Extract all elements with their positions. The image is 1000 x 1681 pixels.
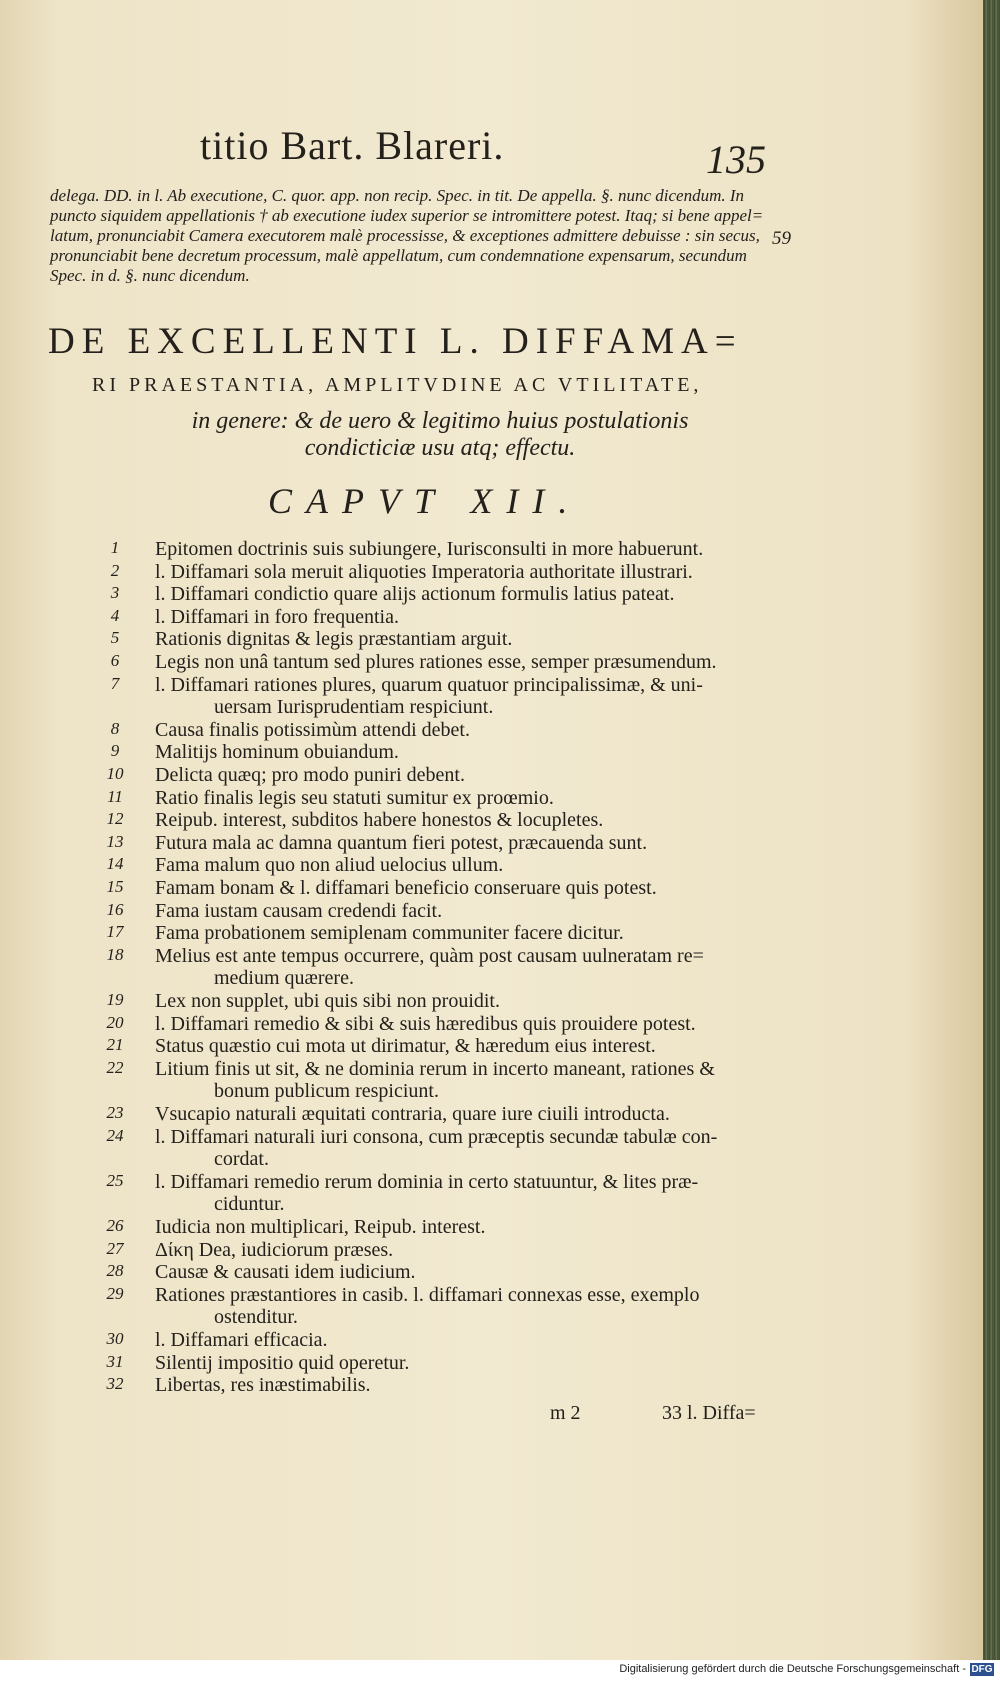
item-text: Iudicia non multiplicari, Reipub. interest. bbox=[155, 1216, 486, 1238]
folio-number: 135 bbox=[706, 137, 766, 182]
item-number: 28 bbox=[106, 1261, 124, 1281]
item-number: 31 bbox=[106, 1351, 124, 1371]
item-number: 1 bbox=[110, 538, 120, 557]
item-text: l. Diffamari efficacia. bbox=[155, 1329, 328, 1351]
item-number: 26 bbox=[106, 1216, 124, 1235]
item-text: Malitijs hominum obuiandum. bbox=[155, 741, 399, 764]
description-line: in genere: & de uero & legitimo huius postulationis bbox=[191, 408, 689, 434]
item-number: 15 bbox=[106, 877, 124, 896]
item-number: 25 bbox=[106, 1170, 124, 1190]
item-continuation: medium quærere. bbox=[214, 967, 354, 990]
description-line: condicticiæ usu atq; effectu. bbox=[304, 435, 576, 461]
item-number: 9 bbox=[110, 741, 120, 761]
item-text: Epitomen doctrinis suis subiungere, Iurisconsulti in more habuerunt. bbox=[155, 538, 704, 560]
item-number: 4 bbox=[110, 605, 120, 625]
item-continuation: cordat. bbox=[214, 1148, 269, 1171]
item-number: 17 bbox=[106, 922, 124, 942]
chapter-subheading: RI PRAESTANTIA, AMPLITVDINE AC VTILITATE, bbox=[92, 374, 703, 396]
item-number: 21 bbox=[106, 1035, 124, 1055]
item-number: 22 bbox=[106, 1057, 124, 1077]
item-number: 7 bbox=[110, 673, 120, 693]
item-number: 18 bbox=[106, 944, 124, 964]
item-number: 23 bbox=[106, 1103, 124, 1122]
dfg-logo: DFG bbox=[971, 1664, 993, 1675]
item-number: 5 bbox=[110, 628, 120, 648]
book-edge bbox=[983, 0, 1000, 1660]
item-continuation: ostenditur. bbox=[214, 1306, 298, 1329]
item-text: Ratio finalis legis seu statuti sumitur ex proœmio. bbox=[155, 786, 554, 809]
item-number: 32 bbox=[106, 1374, 124, 1394]
item-text: Libertas, res inæstimabilis. bbox=[155, 1374, 371, 1397]
item-number: 16 bbox=[106, 899, 124, 919]
item-number: 2 bbox=[110, 560, 120, 580]
item-number: 13 bbox=[106, 831, 124, 851]
item-text: Delicta quæq; pro modo puniri debent. bbox=[155, 764, 465, 786]
item-text: l. Diffamari sola meruit aliquoties Imperatoria authoritate illustrari. bbox=[155, 560, 693, 583]
item-text: Fama iustam causam credendi facit. bbox=[155, 899, 443, 922]
note-line: puncto siquidem appellationis † ab executione iudex superior se intromittere potest. Itaq; si bene appel= bbox=[50, 206, 764, 225]
item-text: l. Diffamari remedio rerum dominia in certo statuuntur, & lites præ- bbox=[155, 1170, 699, 1193]
item-number: 6 bbox=[110, 651, 120, 670]
note-line: latum, pronunciabit Camera executorem malè processisse, & exceptiones admittere debuisse : sin secus, bbox=[50, 226, 760, 245]
item-text: Legis non unâ tantum sed plures rationes esse, semper præsumendum. bbox=[155, 651, 717, 673]
item-text: Vsucapio naturali æquitati contraria, quare iure ciuili introducta. bbox=[155, 1103, 670, 1125]
item-continuation: uersam Iurisprudentiam respiciunt. bbox=[214, 696, 494, 719]
item-text: Causæ & causati idem iudicium. bbox=[155, 1261, 416, 1284]
item-text: Fama probationem semiplenam communiter facere dicitur. bbox=[155, 922, 624, 945]
item-text: Silentij impositio quid operetur. bbox=[155, 1351, 410, 1374]
item-number: 30 bbox=[106, 1329, 124, 1348]
item-text: Δίκη Dea, iudiciorum præses. bbox=[155, 1238, 394, 1261]
signature-mark: m 2 bbox=[550, 1402, 581, 1424]
digitization-footer bbox=[0, 1660, 1000, 1681]
item-number: 8 bbox=[110, 718, 120, 738]
item-text: Lex non supplet, ubi quis sibi non prouidit. bbox=[155, 990, 500, 1012]
catchword: 33 l. Diffa= bbox=[662, 1402, 756, 1424]
item-number: 19 bbox=[106, 990, 124, 1009]
note-line: pronunciabit bene decretum processum, malè appellatum, cum condemnatione expensarum, secundum bbox=[50, 246, 747, 265]
note-line: Spec. in d. §. nunc dicendum. bbox=[50, 266, 250, 285]
item-text: l. Diffamari condictio quare alijs actionum formulis latius pateat. bbox=[155, 583, 675, 606]
note-line: delega. DD. in l. Ab executione, C. quor. app. non recip. Spec. in tit. De appella. §. nunc dicendum. In bbox=[50, 186, 745, 205]
running-head: titio Bart. Blareri. bbox=[200, 123, 505, 168]
item-text: Status quæstio cui mota ut dirimatur, & hæredum eius interest. bbox=[155, 1035, 656, 1058]
item-text: Fama malum quo non aliud uelocius ullum. bbox=[155, 854, 504, 877]
item-text: l. Diffamari remedio & sibi & suis hæredibus quis prouidere potest. bbox=[155, 1012, 696, 1035]
item-number: 20 bbox=[106, 1012, 124, 1032]
item-number: 14 bbox=[106, 854, 124, 874]
item-text: l. Diffamari naturali iuri consona, cum præceptis secundæ tabulæ con- bbox=[155, 1125, 718, 1148]
item-number: 12 bbox=[106, 809, 124, 829]
caput-title: CAPVT XII. bbox=[268, 481, 582, 521]
item-number: 11 bbox=[107, 786, 123, 806]
chapter-description bbox=[0, 408, 880, 462]
item-text: Rationes præstantiores in casib. l. diffamari connexas esse, exemplo bbox=[155, 1283, 700, 1306]
item-number: 24 bbox=[106, 1125, 124, 1145]
item-text: Litium finis ut sit, & ne dominia rerum in incerto maneant, rationes & bbox=[155, 1057, 715, 1080]
item-text: l. Diffamari rationes plures, quarum quatuor principalissimæ, & uni- bbox=[155, 673, 703, 696]
chapter-heading: DE EXCELLENTI L. DIFFAMA= bbox=[48, 321, 743, 362]
footer-text: Digitalisierung gefördert durch die Deutsche Forschungsgemeinschaft - bbox=[619, 1663, 966, 1675]
item-text: Rationis dignitas & legis præstantiam arguit. bbox=[155, 628, 513, 651]
item-text: Famam bonam & l. diffamari beneficio conseruare quis potest. bbox=[155, 877, 657, 899]
item-text: Reipub. interest, subditos habere honestos & locupletes. bbox=[155, 809, 604, 832]
item-continuation: bonum publicum respiciunt. bbox=[214, 1080, 439, 1103]
item-text: Futura mala ac damna quantum fieri potest, præcauenda sunt. bbox=[155, 831, 648, 854]
item-text: l. Diffamari in foro frequentia. bbox=[155, 605, 399, 628]
item-text: Melius est ante tempus occurrere, quàm post causam uulneratam re= bbox=[155, 944, 704, 967]
item-number: 27 bbox=[106, 1238, 124, 1258]
item-number: 10 bbox=[106, 764, 124, 783]
item-number: 3 bbox=[110, 583, 120, 603]
item-continuation: ciduntur. bbox=[214, 1193, 285, 1216]
item-number: 29 bbox=[106, 1283, 124, 1303]
margin-number: 59 bbox=[772, 228, 791, 249]
item-text: Causa finalis potissimùm attendi debet. bbox=[155, 718, 470, 741]
